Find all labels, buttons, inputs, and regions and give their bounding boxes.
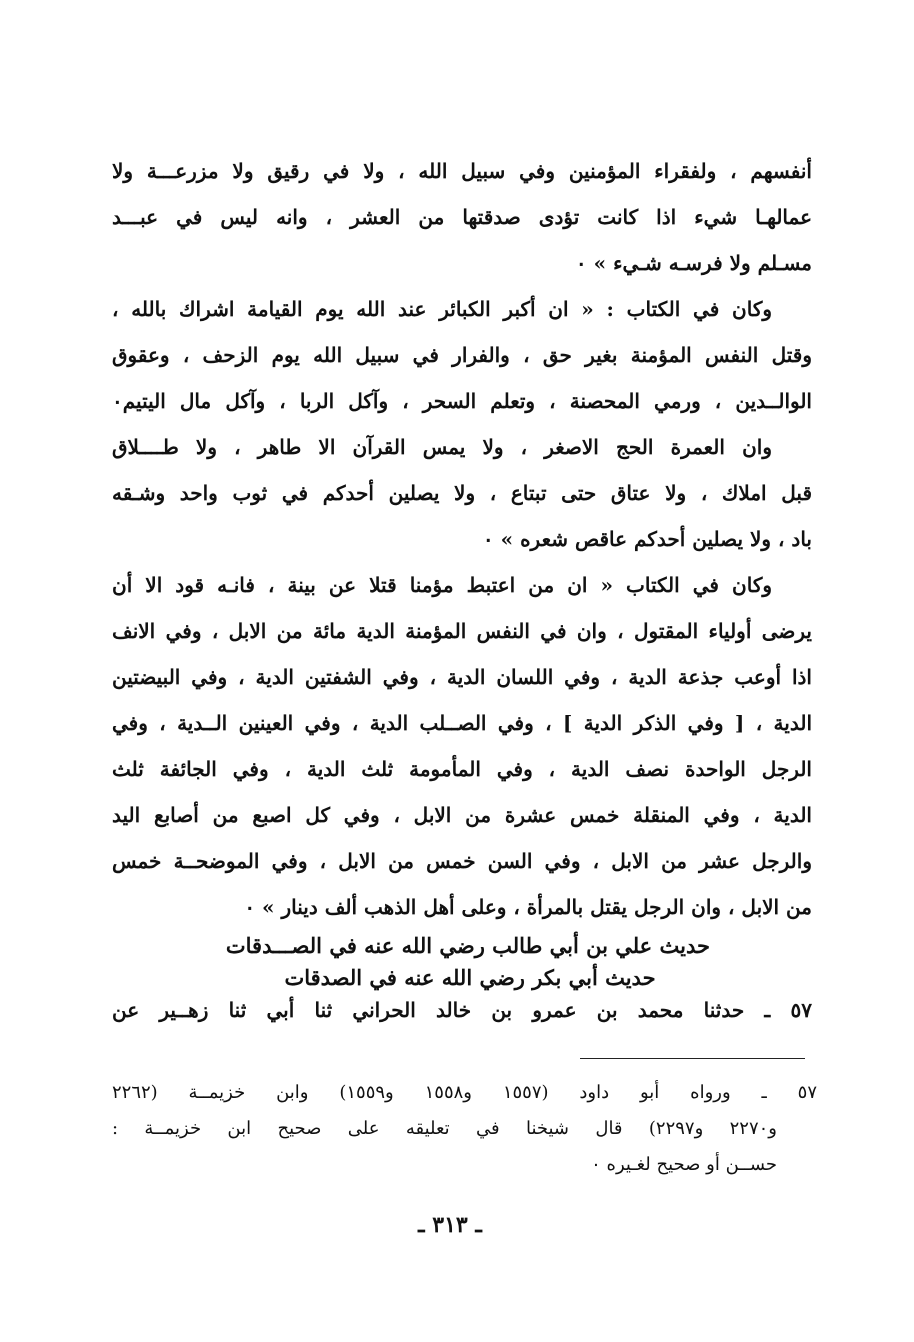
text-line: اذا أوعب جذعة الدية ، وفي اللسان الدية ، وفي الشفتين الدية ، وفي البيضتين <box>112 665 812 689</box>
text-line: عمالهـا شيء اذا كانت تؤدى صدقتها من العشر ، وانه ليس في عبـــد <box>112 205 812 229</box>
section-headings <box>225 930 710 994</box>
text-line: باد ، ولا يصلين أحدكم عاقص شعره » ٠ <box>482 527 812 551</box>
section-heading: حديث علي بن أبي طالب رضي الله عنه في الصـــدقات <box>225 933 710 958</box>
text-line: أنفسهم ، ولفقراء المؤمنين وفي سبيل الله ، ولا في رقيق ولا مزرعـــة ولا <box>112 159 812 183</box>
text-line: والرجل عشر من الابل ، وفي السن خمس من الابل ، وفي الموضحــة خمس <box>112 849 812 873</box>
section-heading: حديث أبي بكر رضي الله عنه في الصدقات <box>284 965 656 990</box>
text-line: وكان في الكتاب : « ان أكبر الكبائر عند الله يوم القيامة اشراك بالله ، <box>112 297 772 321</box>
text-line: وكان في الكتاب « ان من اعتبط مؤمنا قتلا عن بينة ، فانـه قود الا أن <box>112 573 772 597</box>
main-text-block <box>112 148 812 930</box>
footnote-separator <box>580 1058 805 1059</box>
footnote-line: ٥٧ ـ ورواه أبو داود (١٥٥٧ و١٥٥٨ و١٥٥٩) وابن خزيمــة (٢٢٦٢ <box>112 1082 817 1103</box>
text-line: الوالــدين ، ورمي المحصنة ، وتعلم السحر ، وآكل الربا ، وآكل مال اليتيم٠ <box>112 389 812 413</box>
text-line: الدية ، وفي المنقلة خمس عشرة من الابل ، وفي كل اصبع من أصابع اليد <box>112 803 812 827</box>
text-line: الدية ، [ وفي الذكر الدية ] ، وفي الصــلب الدية ، وفي العينين الــدية ، وفي <box>112 711 812 735</box>
text-line: مسـلم ولا فرسـه شـيء » ٠ <box>575 251 812 275</box>
footnote-block <box>112 1075 817 1183</box>
footnote-line: و٢٢٧٠ و٢٢٩٧) قال شيخنا في تعليقه على صحيح ابن خزيمــة : <box>112 1118 777 1139</box>
text-line: من الابل ، وان الرجل يقتل بالمرأة ، وعلى أهل الذهب ألف دينار » ٠ <box>244 895 812 919</box>
text-line: وان العمرة الحج الاصغر ، ولا يمس القرآن الا طاهر ، ولا طــــلاق <box>112 435 772 459</box>
text-line: وقتل النفس المؤمنة بغير حق ، والفرار في سبيل الله يوم الزحف ، وعقوق <box>112 343 812 367</box>
text-line: يرضى أولياء المقتول ، وان في النفس المؤمنة الدية مائة من الابل ، وفي الانف <box>112 619 812 643</box>
text-line: الرجل الواحدة نصف الدية ، وفي المأمومة ثلث الدية ، وفي الجائفة ثلث <box>112 757 812 781</box>
hadith-opening-line: ٥٧ ـ حدثنا محمد بن عمرو بن خالد الحراني ثنا أبي ثنا زهــير عن <box>112 998 812 1022</box>
text-line: قبل املاك ، ولا عتاق حتى تبتاع ، ولا يصلين أحدكم في ثوب واحد وشـقه <box>112 481 812 505</box>
page-number: ـ ٣١٣ ـ <box>418 1212 482 1238</box>
footnote-line: حســن أو صحيح لغـيره ٠ <box>591 1154 777 1175</box>
